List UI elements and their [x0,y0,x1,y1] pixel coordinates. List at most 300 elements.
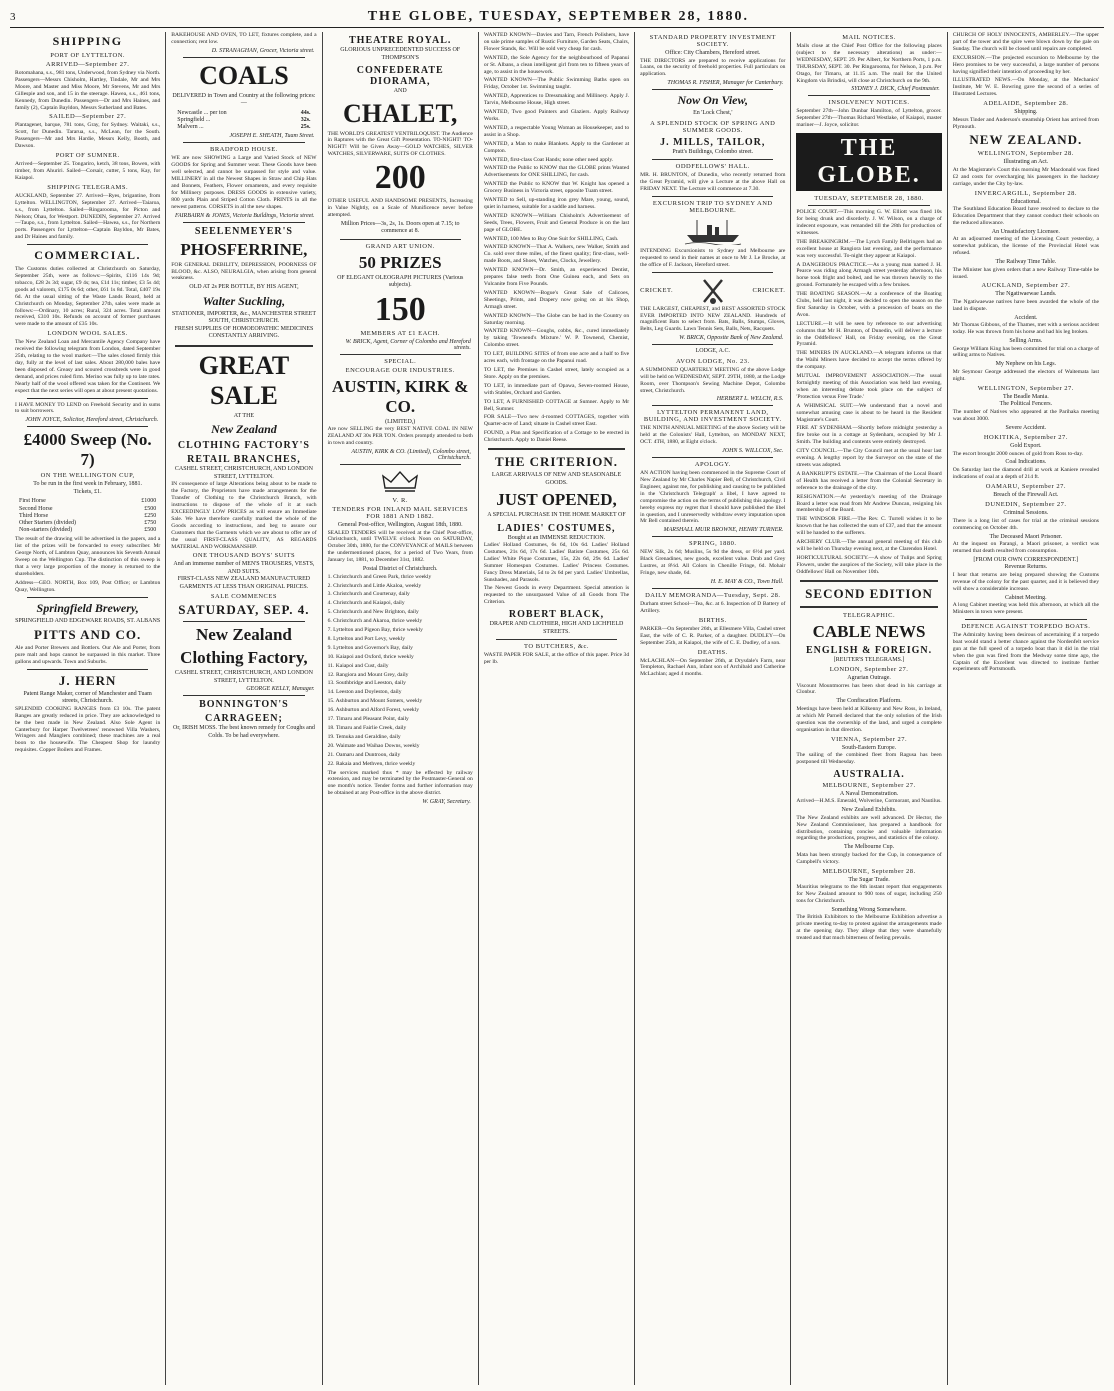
telegrams-text: AUCKLAND, September 27. Arrived—Ryes, brigantine, from Lyttelton. WELLINGTON, September 27. Arrived—Taiaroa, s.s., from Lyttelton. Sailed—Ringarooma, for Picton and Nelson; Ohau, for Westport. DUNEDIN, September 27. Arrived—Taupo, s.s., from Lyttelton. Sailed—Hawea, s.s., for Northern ports. Passengers for Lyttelton—Captain Bayldon, Mr Bates, and Dr Haines and family. [15,192,161,241]
mens-text: And an immense number of MEN'S TROUSERS, VESTS, AND SUITS. [173,561,315,575]
classified-ad: WANTED KNOWN—Bogue's Great Sale of Calicoes, Sheetings, Prints, and Drapery now going on at his Shop, Armagh street. [483,289,630,310]
classified-ad: WANTED KNOWN—Davies and Tarn, French Polishers, have on sale prime samples of Rustic Furniture, Garden Seats, Chairs, Flower Stands, &c. Will be sold very cheap for cash. [483,32,630,52]
europe-subheading: South-Eastern Europe. [841,744,897,751]
mills-heading: J. MILLS, TAILOR, [660,136,766,148]
route-item: 15. Ashburton and Mount Somers, weekly [327,698,423,705]
route-item: 4. Christchurch and Kaiapoi, daily [327,600,405,607]
route-item: 16. Ashburton and Alford Forest, weekly [327,707,420,714]
pitts-text: Ale and Porter Brewers and Bottlers. Our Ale and Porter, from pure malt and hops cannot be surpassed in this market. Three gallons and upwards. Town and Suburbs. [15,645,161,665]
wellington-subheading: Illustrating an Act. [1003,159,1049,166]
classified-ad: WANTED KNOWN—The Public Swimming Baths open on Friday, October 1st. Swimming taught. [483,77,630,91]
route-item: 13. Southbridge and Leeston, daily [327,680,406,687]
coals-intro: DELIVERED in Town and Country at the following prices:— [172,92,316,107]
cricket-emblem-icon [696,276,730,306]
classified-ad: TO LET, BUILDING SITES of from one acre and a half to five acres each, with frontage on the Papanui road. [483,351,630,365]
route-item: 22. Rakaia and Methven, thrice weekly [327,760,416,767]
divider [340,239,461,240]
editorial-paragraph: POLICE COURT.—This morning G. W. Elliott was fined 10s for being drunk and disorderly. J. W. Wilson, on a charge of indecent exposure, was remanded till the 28th for production of witnesses. [796,209,942,236]
sugar-text: Mauritius telegrams to the 8th instant report that engagements for New Zealand amount to 900 tons of sugar, including 250 tons for Christchurch. [796,884,942,904]
firewall-subheading: Breach of the Firewall Act. [993,491,1059,498]
port-sumner-heading: PORT OF SUMNER. [55,152,120,160]
divider [27,426,148,427]
route-item: 10. Kaiapoi and Oxford, thrice weekly [327,653,414,660]
revenue-text: I hear that returns are being prepared showing the Customs revenue of the colony for the past quarter, and it is believed they will show a considerable increase. [952,571,1099,592]
globe-editorial-title: THE GLOBE. [796,133,941,191]
commercial-text: The Customs duties collected at Christchurch on Saturday, September 25th, were as follows:—Spirits, £116 14s 9d; tobacco, £28 2s 3d; sugar, £9 4s; tea, £14 11s; timber, £3 5s 4d; goods ad valorem, £175 0s 6d; other, £61 1s 8d. Total, £407 19s 6d. At the usual sitting of the Waste Lands Board, held at Christchurch on Monday, September 27th, sales were made as follows:—Ordinary, 10 acres; Rural, 324 acres. Total amount received, £310 10s. Refunds on account of former purchases were made to the amount of £35 10s. [15,266,161,328]
editorial-paragraph: THE MINERS IN AUCKLAND.—A telegram informs us that the Waihi Miners have decided to accept the terms offered by the company. [796,350,942,371]
editorial-paragraph: A WHIMSICAL SUIT.—We understand that a novel and somewhat amusing case is about to be heard in the Resident Magistrate's Court. [796,402,942,423]
members-text: MEMBERS AT £1 EACH. [360,329,440,337]
apology-text: AN ACTION having been commenced in the Supreme Court of New Zealand by Mr Charles Napier Bell, of Christchurch, Civil Engineer, against me, for publishing and causing to be published in the 'Christchurch Telegraph' a libel, I have agreed to compromise the action on the terms of publishing this apology. I hereby express my regret that I should have published the libel in question, and I unreservedly withdraw every imputation upon Mr Bell contained therein. [640,470,786,525]
standard-text: THE DIRECTORS are prepared to receive applications for Loans, on the security of freehold properties. Full particulars on application. [640,57,786,78]
cricket-text: THE LARGEST, CHEAPEST, and BEST ASSORTED STOCK EVER IMPORTED INTO NEW ZEALAND. Hundreds of magnificent Bats to select from. Bats, Balls, Stumps, Gloves, Belts, Leg Guards. Lawn Tennis Sets, Balls, Nets, Racquets. [640,305,786,333]
suckling-text: FRESH SUPPLIES OF HOMOEOPATHIC MEDICINES CONSTANTLY ARRIVING. [174,325,314,340]
editorial-paragraph: THE BREAKINGRIM.—The Lynch Family Bellringers had an excellent house at Rangiora last evening, and the performance was very successful. To-night they appear at Kaiapoi. [796,238,942,259]
route-item: 18. Timaru and Fairlie Creek, daily [327,725,407,731]
classified-ad: WANTED the Public to KNOW that W. Knight has opened a Grocery Business in Victoria street, opposite Tuam street. [483,181,630,195]
annual-meeting-text: THE NINTH ANNUAL MEETING of the above Society will be held at the Colonists' Hall, Lyttelton, on MONDAY NEXT, OCT. 4TH, 1880, at Eight o'clock. [640,425,786,446]
two-hundred-number: 200 [374,159,426,197]
route-item: 3. Christchurch and Courtenay, daily [327,591,410,598]
steamship-icon [683,217,743,245]
phosferrine-text: FOR GENERAL DEBILITY, DEPRESSION, POORNESS OF BLOOD, &c. ALSO, NEURALGIA, when arising from general weakness. [171,261,317,282]
divider [800,606,937,608]
divider [652,196,773,197]
deaths-text: McLACHLAN—On September 26th, at Drysdale's Farm, near Templeton, Rachael Ann, infant son of Archibald and Catherine McLachlan; aged 4 months. [640,657,786,678]
route-item: 14. Leeston and Doyleston, daily [327,689,402,696]
retail-branches-heading: RETAIL BRANCHES, [187,454,301,466]
divider [27,597,148,598]
sweep-text: The result of the drawing will be advertised in the papers, and a list of the prizes will be forwarded to every subscriber. Mr George North, of Lambton Quay, announces his Seventh Annual Sweep on the Wellington Cup. The distinction of this sweep is that a very large proportion of the money is returned to the shareholders. [15,536,161,577]
theatre-heading: THEATRE ROYAL. [349,35,452,46]
avon-lodge-heading: AVON LODGE, No. 23. [675,357,750,365]
divider [965,619,1087,620]
deaths-heading: DEATHS. [697,648,728,656]
divider [27,669,148,670]
divider [340,464,461,465]
editorial-paragraph: THE BOATING SEASON.—At a conference of the Boating Clubs, held last night, it was decided to open the season on the first Saturday in October, with a procession of boats on the Avon. [796,291,942,318]
globe-date: TUESDAY, SEPTEMBER 28, 1880. [814,195,924,203]
pitts-heading: PITTS AND CO. [34,627,142,643]
cable-news-heading: CABLE NEWS [812,621,926,641]
just-opened-heading: JUST OPENED, [496,490,617,510]
classified-ad: WANTED, Apprentices to Dressmaking and Millinery. Apply J. Tarvin, Melbourne House, High street. [483,93,630,107]
sumner-text: Arrived—September 25. Tongariro, ketch, 38 tons, Bowen, with timber, from Ahuriri. Sailed—Corsair, cutter, 5 tons, Kay, for Kaiapoi. [15,161,161,181]
tenders-sign: W. GRAY, Secretary. [422,799,471,806]
sale-date: SATURDAY, SEP. 4. [178,602,310,618]
reuters-label: [REUTER'S TELEGRAMS.] [833,656,905,663]
column-6 [791,32,947,1385]
paper-sale-text: WASTE PAPER FOR SALE, at the office of this paper. Price 3d per lb. [483,652,630,666]
page-number-right [1101,11,1104,23]
mills-sub: Pratt's Buildings, Colombo street. [672,148,754,155]
steamship-illustration [640,217,785,245]
prize-row: Other Starters (divided) £750 [19,519,157,526]
classified-ad: TO LET, in immediate part of Opawa, Seven-roomed House, with Stables, Orchard and Garden. [483,382,630,396]
innocents-text: CHURCH OF HOLY INNOCENTS, AMBERLEY.—The upper part of the tower and the spire were blown down by the gale on Sunday. The church will be closed until repairs are completed. [952,32,1099,52]
memoranda-heading: DAILY MEMORANDA—Tuesday, Sept. 28. [645,592,781,599]
shipping-heading: SHIPPING [52,34,123,48]
editorial-paragraph: LECTURE.—It will be seen by reference to our advertising columns that Mr H. Brunton, of Dunedin, will deliver a lecture in the Oddfellows' Hall, on Friday evening, on the Great Pyramid. [796,320,942,348]
fifty-prizes-heading: 50 PRIZES [358,252,442,272]
selling-subheading: Selling Arms. [1009,338,1043,345]
route-item: 12. Rangiora and Mount Grey, daily [327,671,409,678]
melbourne2-heading: MELBOURNE, September 28. [822,867,916,875]
prize-row: Second Horse £500 [19,505,157,512]
criterion-heading: THE CRITERION. [494,454,619,470]
wanted-ads-list [484,32,629,444]
licensing-text: At an adjourned meeting of the Licensing Court yesterday, a somewhat publican, the license of the Provincial Hotel was refused. [952,236,1099,257]
new-zealand-heading: NEW ZEALAND. [969,132,1083,148]
agrarian-subheading: Agrarian Outrage. [847,675,891,682]
first-class-text: FIRST-CLASS NEW ZEALAND MANUFACTURED GARMENTS AT LESS THAN ORIGINAL PRICES. [177,576,311,590]
seelenmeyer-heading: SEELENMEYER'S [194,225,293,237]
route-item: 21. Oamaru and Duntroon, daily [327,751,401,758]
chalet-text: THE WORLD'S GREATEST VENTRILOQUIST. The Audience in Raptures with the Great Gift Presentation. TO-NIGHT! TO-NIGHT! Will be Given Away—GOLD WATCHES, SILVER WATCHES, SILVERWARE, SUITS OF CLOTHES. [327,130,473,158]
route-item: 19. Temuka and Geraldine, daily [327,733,401,740]
divider [800,580,937,582]
wellington2-heading: WELLINGTON, September 27. [977,384,1074,392]
cricket-left-label: CRICKET. [640,287,674,295]
column-1 [10,32,166,1385]
vr-heading: V. R. [392,497,408,505]
marshall-sign: MARSHALL MUIR BROWNE, HENRY TURNER. [663,527,784,534]
prize-row: Third Horse £250 [19,512,157,519]
auckland-subheading: The Ngatiwaewae Lands. [995,291,1057,298]
members-number: 150 [374,290,426,328]
newspaper-masthead-title: THE GLOBE, TUESDAY, SEPTEMBER 28, 1880. [367,8,750,24]
editorial-paragraph: HORTICULTURAL SOCIETY.—A show of Tulips and Spring Flowers, under the auspices of the Society, will take place in the Oddfellows' Hall on November 10th. [796,554,942,575]
hern-sub: Patent Range Maker, corner of Manchester and Tuam streets, Christchurch. [23,690,152,705]
port-heading: PORT OF LYTTELTON. [50,52,126,59]
adelaide-subheading: Shipping. [1014,109,1038,116]
divider [175,345,312,347]
chalet-heading: CHALET, [343,98,458,128]
vienna-heading: VIENNA, September 27. [830,735,908,743]
wool-heading: LONDON WOOL SALES. [47,330,128,338]
sailed-label: SAILED—September 27. [49,113,127,121]
divider [652,272,773,273]
nephew-subheading: My Nephew on his Legs. [995,361,1057,368]
melbourne-heading: MELBOURNE, September 27. [822,781,916,789]
may-sign: H. E. MAY & CO., Town Hall. [710,579,784,585]
austin-sub: (LIMITED,) [385,418,416,425]
divider [27,398,148,399]
cup-subheading: The Melbourne Cup. [843,844,895,851]
divider [340,354,461,355]
coal-text: On Saturday last the diamond drill at work at Kaniere revealed indications of coal at a depth of 214 ft. [952,466,1099,480]
suckling-sub: STATIONER, IMPORTER, &c., MANCHESTER STREET SOUTH, CHRISTCHURCH. [171,310,316,325]
admission-text: Million Prices—3s, 2s, 1s. Doors open at 7.15; to commence at 8. [340,220,460,235]
spring-heading: SPRING, 1880. [689,540,737,548]
torpedo-text: The Admiralty having been desirous of ascertaining if a torpedo boat would stand a better chance against the Nordenfelt service gun at the full speed of a torpedo boat than it did in the trial when the gun was fired from the Medway some time ago, the Captain of the Excellent was directed to institute further experiments off Portsmouth. [952,631,1099,673]
divider [808,95,929,96]
sweep-address: Address—GEO. NORTH, Box 109, Post Office; or Lambton Quay, Wellington. [15,579,161,593]
political-text: The number of Natives who appeared at the Parihaka meeting was about 3000. [952,408,1099,422]
divider [652,457,773,458]
divider [488,448,625,450]
column-4 [479,32,635,1385]
beadle-subheading: The Beadle Mania. [1002,393,1049,400]
bradford-text: WE are now SHOWING a Large and Varied Stock of NEW GOODS for Spring and Summer wear. These Goods have been well selected, and cannot be surpassed for style and value. MILLINERY in all the Newest Shapes in Straw and Chip Hats and Bonnets, Feathers, Flower ornaments, and every requisite for Millinery purposes. DRESS GOODS in extensive variety, 800 yards Plain and Striped Cotton Cloth. PRINTS in all the newest patterns. CORSETS in all the new shapes. [171,155,317,210]
classified-ad: WANTED to Sell, up-standing iron grey Mare, young, sound, quiet in harness, suitable for a saddle and harness. [483,197,630,210]
deceased-subheading: The Deceased Maori Prisoner. [989,533,1063,540]
black-sub: DRAPER AND CLOTHIER, HIGH AND LICHFIELD STREETS. [489,621,624,635]
editorial-paragraph: A DANGEROUS PRACTICE.—As a young man named J. H. Pearce was riding along Armagh street yesterday afternoon, his horse took fright and bolted, and he was thrown heavily to the ground. Fortunately he escaped with a few bruises. [796,261,942,289]
divider [183,57,304,58]
clothing-factory-big-heading: Clothing Factory, [180,648,308,668]
money-ad-text: I HAVE MONEY TO LEND on Freehold Security and in sums to suit borrowers. [15,401,161,415]
routes-heading: Postal District of Christchurch. [362,566,438,573]
page-number-left: 3 [10,10,16,23]
summoned-text: A SUMMONED QUARTERLY MEETING of the above Lodge will be held on WEDNESDAY, SEPT. 29TH, 1880, at the Lodge Room, over Thompson's Sewing Machine Depot, Colombo street, Christchurch. [640,366,786,394]
mail-heading: MAIL NOTICES. [842,34,896,41]
austin-text: Are now SELLING the very BEST NATIVE COAL IN NEW ZEALAND AT 30s PER TON. Orders promptly attended to both in town and country. [327,426,473,447]
prizes-text: OF ELEGANT OLEOGRAPH PICTURES (Various subjects). [337,274,464,289]
route-item: 11. Kaiapoi and Cust, daily [327,662,389,669]
wrong-text: The British Exhibitors to the Melbourne Exhibition advertise a private meeting to-day to protest against the arrangements made at the opening day. They allege that they were shamefully treated and that much bitterness of feeling prevails. [796,914,942,942]
route-item: 17. Timaru and Pleasant Point, daily [327,716,409,723]
lock-chest-text: En 'Lock Chest,' [693,110,733,117]
divider [652,536,773,537]
shipping-telegrams-heading: SHIPPING TELEGRAMS. [47,183,129,191]
suckling-heading: Walter Suckling, [202,293,286,308]
accident-subheading: Accident. [1014,314,1038,321]
insolvency-heading: INSOLVENCY NOTICES. [828,99,910,107]
classified-ad: WANTED KNOWN—Goughs, cobbs, &c., cured immediately by taking 'Townend's Mixture.' W. P. Townend, Chemist, Colombo street. [483,328,630,349]
route-item: 20. Waimate and Waihao Downs, weekly [327,742,420,749]
route-item: 5. Christchurch and New Brighton, daily [327,609,419,616]
bought-text: Bought at an IMMENSE REDUCTION. [507,534,606,541]
carrageen-text: Or, IRISH MOSS. The best known remedy for Coughs and Colds. To be had everywhere. [173,725,315,739]
cricket-header [640,276,785,306]
sugar-subheading: The Sugar Trade. [848,876,890,883]
english-foreign-heading: ENGLISH & FOREIGN. [806,644,933,656]
wellington-text: At the Magistrate's Court this morning Mr Macdonald was fined £2 and costs for overcharging his passengers in the hackney carriage, under the City by-law. [952,166,1099,187]
australia-heading: AUSTRALIA. [833,768,905,780]
money-ad-sign: JOHN JOYCE, Solicitor, Hereford street, Christchurch. [25,417,159,424]
splendid-text: A SPLENDID STOCK OF SPRING AND SUMMER GOODS. [650,119,776,134]
sale-commences: SALE COMMENCES [210,593,277,601]
cabinet-subheading: Cabinet Meeting. [1005,594,1047,601]
auckland-text: The Ngatiwaewae natives have been awarded the whole of the land in dispute. [952,298,1099,312]
correspondent-label: [FROM OUR OWN CORRESPONDENT.] [973,556,1079,563]
wool-text: The New Zealand Loan and Mercantile Agency Company have received the following telegram from London, dated September 25th, relating to the wool market:—The sales closed firmly this day, fully at the level of last sales. About 280,000 bales have been disposed of. Greasy and scoured crossbreds were in good demand, and prices ruled firm. Merino was fully up to late rates. Nearly half of the wool offered was taken for the Continent. We expect that the next series will open at about present quotations. [15,339,161,394]
invercargill-text: The Southland Education Board have resolved to declare to the Education Department that they cannot conduct their schools on the reduced allowance. [952,206,1099,226]
now-on-view-heading: Now On View, [677,93,749,108]
divider [652,159,773,160]
brewery-sub: SPRINGFIELD AND EDGEWARE ROADS, ST. ALBANS [15,617,161,624]
torpedo-heading: DEFENCE AGAINST TORPEDO BOATS. [961,622,1091,630]
nz-heading: New Zealand [195,625,292,645]
coal-price-list [177,110,310,132]
art-union-heading: GRAND ART UNION. [365,242,435,250]
royal-crest-emblem [328,468,473,494]
sweep-heading: £4000 Sweep (No. 7) [23,430,152,470]
prize-row: Non-starters (divided) £500 [19,527,157,534]
classified-ad: FOUND, a Plan and Specification of a Cottage to be erected in Christchurch. Apply to Daniel Reese. [483,430,630,444]
classified-ad: WANTED, 100 Men to Buy One Suit for SHILLING, Cash. [483,235,619,242]
classified-ad: WANTED KNOWN—The Globe can be had in the Country on Saturday morning. [483,312,630,326]
sweep-subheading: ON THE WELLINGTON CUP, [40,472,135,480]
branches-sub: CASHEL STREET, CHRISTCHURCH, AND LONDON STREET, LYTTELTON. [174,466,313,480]
phosferrine-heading: PHOSFERRINE, [180,239,308,259]
special-heading: SPECIAL. [384,357,417,365]
clothing-factory-heading: CLOTHING FACTORY'S [177,440,310,452]
and-label: AND [393,88,407,94]
oddfellows-heading: ODDFELLOWS' HALL. [675,163,750,171]
standard-sub: Office: City Chambers, Hereford street. [665,50,761,56]
sailed-text: Plantagenet, barque, 781 tons, Gray, for Sydney. Waitaki, s.s., Scott, for Dunedin. Tararua, s.s., McLean, for the South. Passengers—Mr and Mrs Hardie, Messrs Kelly, Booth, and Dawson. [15,122,161,150]
wellington-heading: WELLINGTON, September 28. [977,150,1074,158]
europe-text: The sailing of the combined fleet from Ragusa has been postponed till Wednesday. [796,752,942,765]
divider [183,695,304,696]
standard-heading: STANDARD PROPERTY INVESTMENT SOCIETY. [649,34,776,48]
cricket-right-label: CRICKET. [752,287,786,295]
austin-sign: AUSTIN, KIRK & CO. (Limited), Colombo street, Christchurch. [351,449,471,462]
exhibits-subheading: New Zealand Exhibits. [841,807,897,814]
adelaide-heading: ADELAIDE, September 28. [983,100,1069,108]
insolvency-text: September 27th—John Dunbar Hamilton, of Lyttelton, grocer. September 27th—Thomas Richard Westlake, of Kaiapoi, master mariner—J. Joyce, solicitor. [796,108,942,129]
ladies-costumes-heading: LADIES' COSTUMES, [497,522,616,534]
welch-sign: HERBERT L. WELCH, R.S. [716,396,784,403]
gold-text: The escort brought 2000 ounces of gold from Ross to-day. [952,450,1084,457]
column-2 [166,32,322,1385]
classified-ad: WANTED, the Sole Agency for the neighbourhood of Papanui or St. Albans, a clean intelligent girl from ten to fifteen years of age, to assist in the housework. [483,54,630,75]
tenders-text: SEALED TENDERS will be received at the Chief Post-office, Christchurch, until TWELVE o'clock Noon on SATURDAY, October 30th, 1880, for the CONVEYANCE of MAILS between the undermentioned places, for a period of Two Years, from January 1st, 1881, to December 31st, 1882. [327,529,473,564]
divider [808,205,929,206]
naval-subheading: A Naval Demonstration. [839,790,899,797]
editorial-paragraph: FIRE AT SYDENHAM.—Shortly before midnight yesterday a fire broke out in a cottage at Sydenham, occupied by Mr J. Smith. The building and contents were entirely destroyed. [796,425,942,446]
editorial-paragraph: MUTUAL IMPROVEMENT ASSOCIATION.—The usual fortnightly meeting of this Association was held last evening, when an interesting debate took place on the subject of 'Protection versus Free Trade.' [796,373,942,400]
telegraphic-heading: TELEGRAPHIC. [843,611,896,619]
memoranda-text: Durham street School—Tea, &c. at 6. Inspection of D Battery of Artillery. [640,601,786,614]
railway-subheading: The Railway Time Table. [995,259,1057,266]
hokitika-heading: HOKITIKA, September 27. [983,434,1068,441]
bradford-sign: FAIRBAIRN & JONES, Victoria Buildings, Victoria street. [174,212,315,219]
classified-ad: WANTED, Two good Painters and Glaziers. Apply Railway Works. [483,109,630,122]
births-text: PARKER—On September 26th, at Ellesmere Villa, Cashel street East, the wife of C. R. Parker, of a daughter. DUDLEY—On September 25th, at Kaiapoi, the wife of C. E. Dudley, of a son. [640,625,786,646]
tenders-heading: TENDERS FOR INLAND MAIL SERVICES FOR 1881 AND 1882. [332,506,469,521]
editorial-paragraph: CITY COUNCIL.—The City Council met at the usual hour last evening. A lengthy report by the Surveyor on the state of the streets was adopted. [796,448,942,468]
purchase-text: A SPECIAL PURCHASE IN THE HOME MARKET OF [487,512,626,519]
cabinet-text: A long Cabinet meeting was held this afternoon, at which all the Ministers in town were present. [952,602,1099,615]
hern-heading: J. HERN [58,672,117,688]
hern-text: SPLENDID COOKING RANGES from £3 10s. The patent Ranges are greatly reduced in price. They are acknowledged to be the best made in New Zealand. Also Sole Agent in Canterbury for Harper Twelvetrees' renowned Villa Washers, Wringers and Manglers combined; these machines are a real boon to the housewife. The Cheapest Shop for laundry requisites. Copper Boilers and Frames. [15,705,161,754]
tenders-footer: The services marked thus * may be effected by railway extension, and may be terminated by the Postmaster-General on one month's notice. Tender forms and further information may be obtained at any Post-office in the above district. [327,769,473,797]
severe-subheading: Severe Accident. [1005,424,1047,431]
classified-ad: WANTED KNOWN—That A. Walkers, new Walker, Smith and Co. sold over three miles, of the finest quality; first-class, well-made Boots, and Shoes, Watches, Clocks, Jewellery. [483,244,630,265]
column-3 [323,32,479,1385]
wrong-subheading: Something Wrong Somewhere. [831,906,907,913]
classified-ad: TO LET, A FURNISHED COTTAGE at Sumner. Apply to Mr Bell, Sumner. [483,398,630,412]
other-presents-text: OTHER USEFUL AND HANDSOME PRESENTS, Increasing in Value Nightly, on a Scale of Munificence never before attempted. [327,198,473,218]
costume-list: Ladies' Holland Costumes, 6s 6d, 10s 6d. Ladies' Holland Costumes, 21s 6d, 17s 6d. Ladies' Batiste Costumes, 25s 6d. Ladies' White Pique Costumes, 15s, 22s 6d, 29s 6d. Ladies' Summer Homespun Costumes. Ladies' Princess Costumes. Fancy Dress Materials, 5d to 2s 6d per yard. Ladies' Umbrellas, Sunshades, and Parasols. [483,542,630,583]
theatre-text: GLORIOUS UNPRECEDENTED SUCCESS OF THOMPSON'S [340,47,461,61]
births-heading: BIRTHS. [698,616,727,624]
newest-goods-text: The Newest Goods in every Department. Special attention is requested to the unsurpassed Value of all Goods from The Criterion. [483,585,630,606]
coal-price-row: Malvern ... 25s. [177,124,311,131]
building-society-heading: LYTTELTON PERMANENT LAND, BUILDING, AND INVESTMENT SOCIETY. [643,409,782,424]
factory-sub: CASHEL STREET, CHRISTCHURCH, AND LONDON STREET, LYTTELTON. [174,670,313,684]
sweep-tickets: Tickets, £1. [73,488,102,495]
classified-ad: WANTED KNOWN—William Chisholm's Advertisement of Seeds, Trees, Flowers, Fruit and General Produce is on the last page of GLOBE. [483,212,630,233]
confiscation-text: Meetings have been held at Kilkenny and New Ross, in Ireland, at which Mr Parnell declared that the only solution of the Irish question was the ownership of the land, and urged a complete organisation in that direction. [796,705,942,733]
butchers-heading: TO BUTCHERS, &c. [524,643,589,651]
route-item: 1. Christchurch and Green Park, thrice weekly [327,573,432,580]
classified-ad: WANTED, first-class Coat Hands; none other need apply. [483,156,614,163]
column-5 [635,32,791,1385]
encourage-heading: ENCOURAGE OUR INDUSTRIES. [345,366,455,374]
second-edition-heading: SECOND EDITION [805,585,933,601]
spring-text: NEW Silk, 2s 6d; Muslins, 5s 9d the dress, or 6½d per yard. Black Grenadines, new goods, excellent value. Drab and Grey Lustres, at 8½d. All Colors in Chenille Fringe, 6d. Mohair Fringe, new shade, 6d. [640,549,786,577]
cup-text: Mata has been strongly backed for the Cup, in consequence of Campbell's victory. [796,851,942,865]
gold-subheading: Gold Export. [1010,443,1042,449]
classified-ad: TO LET, the Premises in Cashel street, lately occupied as a Store. Apply on the premises. [483,366,630,380]
divider [183,621,304,622]
licensing-subheading: An Unsatisfactory Licensee. [991,228,1060,235]
london-heading: LONDON, September 27. [829,666,909,674]
adelaide-text: Messrs Tinder and Anderson's steamship Orient has arrived from Plymouth. [952,116,1099,130]
revenue-subheading: Revenue Returns. [1004,564,1048,571]
classified-ad: WANTED, a Man to make Blankets. Apply to the Gardener at Compton. [483,140,630,154]
editorial-paragraphs [796,209,941,575]
divider [496,639,617,640]
bonnington-heading: BONNINGTON'S [199,699,289,711]
railway-text: The Minister has given orders that a new Railway Time-table be issued. [952,266,1099,280]
agrarian-text: Viscount Mountmorres has been shot dead in his carriage at Clonbur. [796,682,942,696]
dunedin-heading: DUNEDIN, September 27. [985,501,1067,509]
factory-sign: GEORGE KELLY, Manager. [246,686,315,693]
divider [652,405,773,406]
divider [652,89,773,90]
austin-heading: AUSTIN, KIRK & CO. [331,376,469,416]
sale-text: IN consequence of large Alterations being about to be made to the Factory, the Proprietors have made arrangements for the Transfer of Clothing to the Christchurch Branch, with instructions to dispose of the whole of it at such EXCEEDINGLY LOW PRICES as will ensure an Immediate Sale. We have therefore carefully marked the whole of the Goods according to instructions, and beg to assure our Customers that the Garments which we are about to offer are of the usual FIRST-CLASS QUALITY, AS REGARDS MATERIAL AND WORKMANSHIP. [171,481,317,550]
coals-heading: COALS [199,60,289,90]
bakehouse-sign: D. STRANAGHAN, Grocer, Victoria street. [211,47,315,54]
brunton-text: MR. H. BRUNTON, of Dunedin, who recently returned from the Great Pyramid, will give a Lecture at the above Hall on FRIDAY NEXT. The Lecture will commence at 7.30. [640,172,786,193]
route-item: 7. Lyttelton and Pigeon Bay, thrice weekly [327,627,423,634]
coal-subheading: Coal Indications. [1005,459,1047,466]
route-item: 6. Christchurch and Akaroa, thrice weekly [327,618,423,625]
brewery-heading: Springfield Brewery, [36,600,139,615]
invercargill-heading: INVERCARGILL, September 28. [974,189,1078,197]
deceased-text: At the inquest on Parangi, a Maori prisoner, a verdict was returned that death resulted from consumption. [952,541,1099,554]
route-item: 2. Christchurch and Little Akaloa, weekly [327,582,422,589]
lodge-label: LODGE, A.C. [695,348,730,355]
selling-text: George William King has been committed for trial on a charge of selling arms to Natives. [952,345,1099,359]
criterion-sub: LARGE ARRIVALS OF NEW AND SEASONABLE GOODS. [491,472,622,486]
editorial-paragraph: RESIGNATION.—At yesterday's meeting of the Drainage Board a letter was read from Mr Andrew Duncan, resigning his membership of the Board. [796,493,942,514]
coal-price-row: Springfield ... 32s. [177,117,311,124]
criminal-subheading: Criminal Sessions. [1003,510,1049,517]
newspaper-columns [10,32,1104,1385]
apology-heading: APOLOGY. [694,461,731,469]
dick-sign: SYDNEY J. DICK, Chief Postmaster. [851,86,940,93]
coals-sign: JOSEPH E. SHEATH, Tuam Street. [229,133,315,140]
divider [652,344,773,345]
route-item: 9. Lyttelton and Governor's Bay, daily [327,644,413,651]
routes-list [328,574,473,768]
nephew-text: Mr Seymour George addressed the electors of Waitemata last night. [952,368,1099,382]
excursion-news-text: EXCURSION.—The projected excursion to Melbourne by the Hero promises to be very successful, a large number of persons having signified their intention of proceeding by her. [952,54,1099,75]
divider [27,244,148,245]
prize-row: First Horse £1000 [19,498,157,505]
bradford-heading: BRADFORD HOUSE. [210,146,278,154]
coal-price-row: Newcastle ... per ton 44s. [177,109,311,116]
column-7 [948,32,1104,1385]
nz-clothing-heading: New Zealand [211,422,277,437]
